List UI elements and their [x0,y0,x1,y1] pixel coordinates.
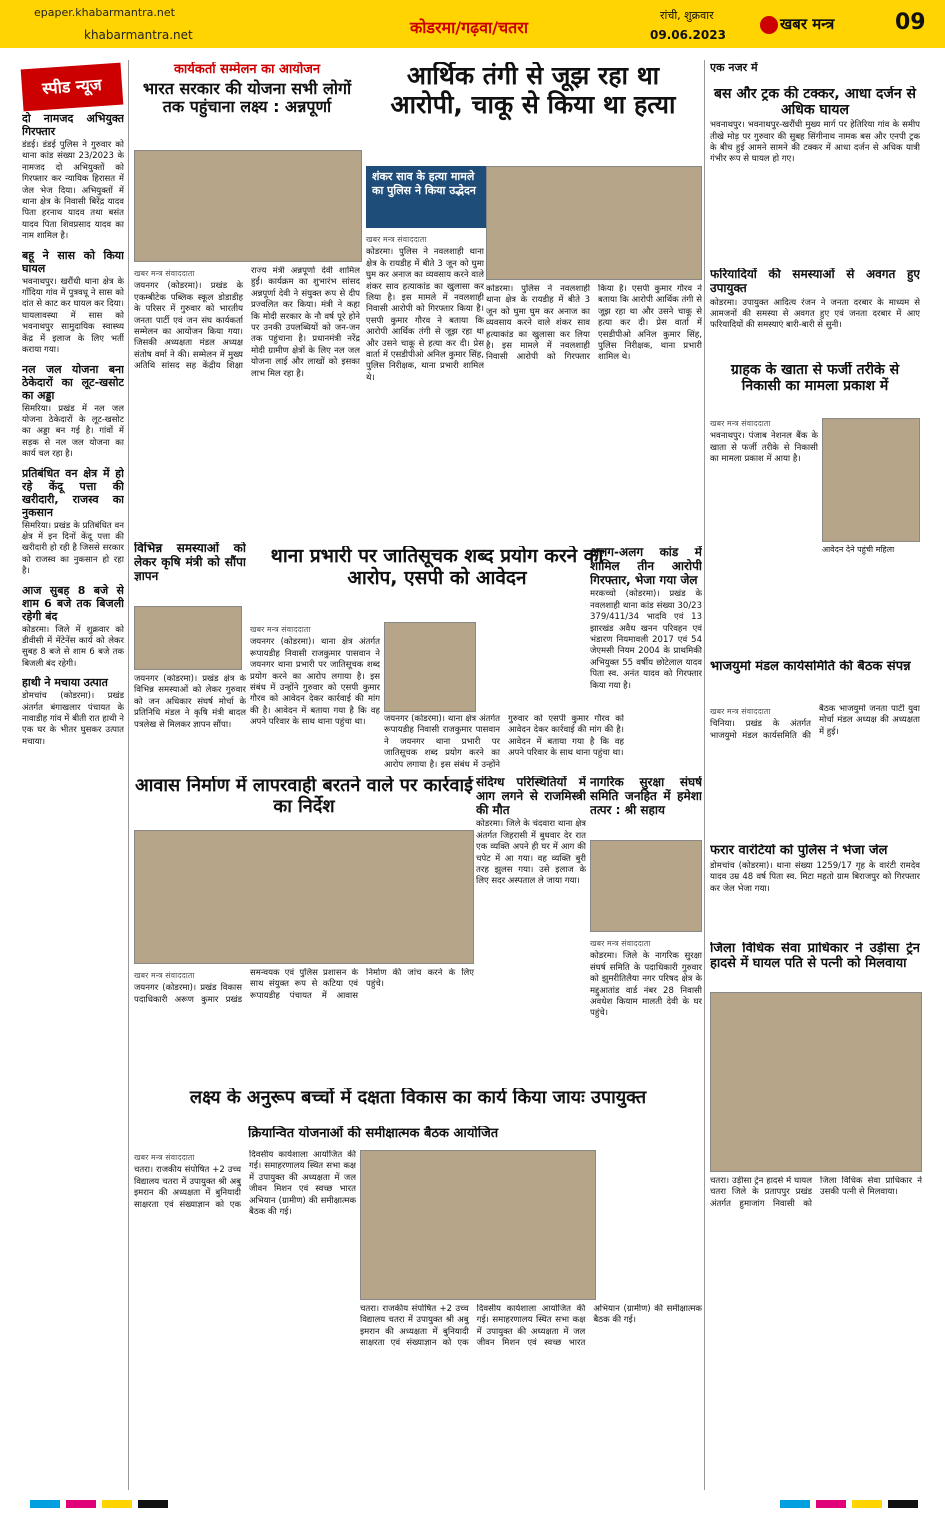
story-headline: फरार वारंटियों को पुलिस ने भेजा जेल [710,844,888,858]
story-kicker: कार्यकर्ता सम्मेलन का आयोजन [173,62,321,77]
brief-body: कोडरमा। जिले में शुक्रवार को डीवीसी में मेंटेनेंस कार्य को लेकर सुबह 8 बजे से शाम 6 बजे तक बिजली बंद रहेगी। [22,624,124,669]
brief-body: भवनाथपुर। खरौंधी थाना क्षेत्र के गाँदिया गांव में पुत्रवधू ने सास को दांत से काट कर घायल कर दिया। घायलावस्था में सास को भवनाथपुर सामुदायिक स्वास्थ्य केंद्र में इलाज के लिए भर्ती कराया गया। [22,276,124,356]
registration-mark [816,1500,846,1508]
brand-logo-icon [760,16,778,34]
brief-body: डोमचांच (कोडरमा)। प्रखंड अंतर्गत बंगाखलार पंचायत के नावाडीह गांव में बीती रात हाथी ने एक घर के भीतर घुसकर उत्पात मचाया। [22,691,124,747]
story-headline: भारत सरकार की योजना सभी लोगों तक पहुंचाना लक्ष्य : अन्नपूर्णा [142,79,352,117]
story-civic-head [590,776,702,836]
story-bjym-body [710,704,920,836]
story-headline: आवास निर्माण में लापरवाही बरतने वाले पर कार्रवाई का निर्देश [134,776,473,817]
story-headline: अलग-अलग कांड में शामिल तीन आरोपी गिरफ्तार, भेजा गया जेल [590,546,702,587]
story-text: कोडरमा। जिले के चंदवारा थाना क्षेत्र अंतर्गत जिहरासी में बुधवार देर रात एक व्यक्ति अपने ही घर में आग की चपेट में आ गया। वह व्यक्ति बुरी तरह झुलस गया। उसे इलाज के लिए सदर अस्पताल ले जाया गया। [476,819,586,887]
registration-mark [138,1500,168,1508]
story-text: चिनिया। प्रखंड के अंतर्गत भाजयुमो मंडल कार्यसमिति की बैठक भाजयुमो जनता पार्टी युवा मोर्चा मंडल अध्यक्ष की अध्यक्षता में हुई। [710,704,920,741]
story-skills-subhead [248,1126,604,1148]
story-grievance [710,268,920,358]
story-text: जयनगर (कोडरमा)। प्रखंड क्षेत्र के विभिन्न समस्याओं को लेकर गुरुवार को जन अधिकार संघर्ष मोर्चा के प्रतिनिधि मंडल ने कृषि मंत्री बादल पत्रलेख से मिलकर ज्ञापन सौंपा। [134,674,246,730]
story-skills-body-b [360,1304,702,1490]
hospital-photo [710,992,922,1172]
story-text: कोडरमा। उपायुक्त आदित्य रंजन ने जनता दरबार के माध्यम से आमजनों की समस्या से अवगत हुए एवं जनता दरबार में आए फरियादियों की समस्याएं बारी-बारी से सुनी। [710,297,920,331]
story-subhead-box [366,166,486,228]
woman-applicant-photo [822,418,920,542]
caption-text: आवेदन देने पहुंची महिला [822,545,895,554]
story-annapurna-body [134,266,360,534]
story-text: जयनगर (कोडरमा)। प्रखंड विकास पदाधिकारी अरूण कुमार प्रखंड समन्वयक एवं पुलिस प्रशासन के साथ संयुक्त रूप से कटिया एवं रूपायडीह पंचायत में आवास निर्माण की जांच करने के लिए पहुंचे। [134,968,474,1005]
story-memo-body [134,674,246,770]
story-text: कोडरमा। पुलिस ने नवलशाही थाना क्षेत्र के रायडीह में बीते 3 जून को घुमा घुम कर अनाज का व्यवसाय करने वाले शंकर साव हत्याकांड का खुलासा कर लिया है। इस मामले में नवलशाही निवासी आरोपी को गिरफ्तार किया है। एसपी कुमार गौरव ने बताया कि आरोपी आर्थिक तंगी से जूझ रहा था और उसने चाकू से हत्या कर दी। प्रेस वार्ता में एसडीपीओ अनिल कुमार सिंह, पुलिस निरीक्षक, थाना प्रभारी शामिल थे। [486,284,702,363]
story-subhead: क्रियान्वित योजनाओं की समीक्षात्मक बैठक आयोजित [248,1126,499,1141]
page-number: 09 [895,10,926,35]
registration-mark [780,1500,810,1508]
story-text: जयनगर (कोडरमा)। प्रखंड के एकम्बीटेक पब्लिक स्कूल डोडाडीह के परिसर में गुरुवार को भारतीय जनता पार्टी एवं जन संघ कार्यकर्ता सम्मेलन का आयोजन किया गया। जिसकी अध्यक्षता मंडल अध्यक्ष संतोष वर्मा ने की। सम्मेलन में मुख्य अतिथि सांसद सह केंद्रीय शिक्षा राज्य मंत्री अन्नपूर्णा देवी शामिल हुईं। कार्यक्रम का शुभारंभ सांसद अन्नपूर्णा देवी ने संयुक्त रूप से दीप प्रज्वलित कर किया। मंत्री ने कहा कि मोदी सरकार के नौ वर्ष पूरे होने पर उनकी उपलब्धियों को जन-जन तक पहुंचाना है। प्रधानमंत्री नरेंद्र मोदी ग्रामीण क्षेत्रों के लिए नल जल योजना लाई और लाखों को इसका लाभ मिल रहा है। [134,266,360,379]
story-arrest [590,546,702,772]
speed-news-column [22,112,124,1487]
brief-body: सिमरिया। प्रखंड के प्रतिबंधित वन क्षेत्र में इन दिनों केंदू पत्ता की खरीदारी हो रही है जिससे सरकार को राजस्व का नुकसान हो रहा है। [22,520,124,577]
brief-title: प्रतिबंधित वन क्षेत्र में हो रहे केंदू पत्ता की खरीदारी, राजस्व का नुकसान [22,466,124,519]
edition-city: रांची, शुक्रवार [660,9,714,22]
story-subhead: शंकर साव के हत्या मामले का पुलिस ने किया उद्भेदन [372,170,476,197]
story-text: मरकच्चो (कोडरमा)। प्रखंड के नवलशाही थाना कांड संख्या 30/23 379/411/34 भादवि एवं 13 झारखंड अवैध खनन परिवहन एवं भंडारण नियमावली 2017 एवं 54 जेएमसी नियम 2004 के प्राथमिकी अभियुक्त 55 वर्षीय छोटेलाल यादव पिता स्व. अनंत यादव को गिरफ्तार किया गया है। [590,589,702,691]
story-train-body [710,1176,922,1490]
story-headline: फरियादियों की समस्याओं से अवगत हुए उपायुक्त [710,268,920,295]
event-photo [134,150,362,262]
story-byline: खबर मन्त्र संवाददाता [134,269,195,278]
story-fraud-body [710,416,818,656]
masthead-bar [0,0,945,48]
story-murder-body-b [486,284,702,532]
story-text: चतरा। उड़ीसा ट्रेन हादसे में घायल चतरा जिले के प्रतापपुर प्रखंड अंतर्गत हुमाजांग निवासी को जिला विधिक सेवा प्राधिकार ने उसकी पत्नी से मिलवाया। [710,1176,922,1209]
civic-meeting-photo [590,840,702,932]
story-text: चतरा। राजकीय संपोषित +2 उच्च विद्यालय चतरा में उपायुक्त श्री अबु इमरान की अध्यक्षता में बुनियादी साक्षरता एवं संख्याज्ञान को एक दिवसीय कार्यशाला आयोजित की गई। समाहरणालय स्थित सभा कक्ष में उपायुक्त की अध्यक्षता में जल जीवन मिशन एवं स्वच्छ भारत अभियान (ग्रामीण) की समीक्षात्मक बैठक की गई। [134,1150,356,1218]
story-murder-head [368,62,698,162]
story-headline: विभिन्न समस्याओं को लेकर कृषि मंत्री को सौंपा ज्ञापन [134,542,246,583]
brief-body: डंडई। डंडई पुलिस ने गुरुवार को थाना कांड संख्या 23/2023 के नामजद दो अभियुक्तों को गिरफ्तार कर न्यायिक हिरासत में जेल भेज दिया। अभियुक्तों में थाना क्षेत्र के निवासी बिरेंद्र यादव पिता हरनाथ यादव तथा बसंत यादव पिता शिवप्रसाद यादव का नाम शामिल है। [22,140,124,242]
column-divider [128,60,129,1490]
story-sc-head [250,546,624,620]
story-text: चतरा। राजकीय संपोषित +2 उच्च विद्यालय चतरा में उपायुक्त श्री अबु इमरान की अध्यक्षता में बुनियादी साक्षरता एवं संख्याज्ञान को एक दिवसीय कार्यशाला आयोजित की गई। समाहरणालय स्थित सभा कक्ष में उपायुक्त की अध्यक्षता में जल जीवन मिशन एवं स्वच्छ भारत अभियान (ग्रामीण) की समीक्षात्मक बैठक की गई। [360,1304,702,1349]
registration-mark [66,1500,96,1508]
story-bus-truck [710,86,920,266]
story-civic-body [590,936,702,1082]
story-byline: खबर मन्त्र संवाददाता [134,1153,195,1162]
registration-mark [102,1500,132,1508]
ek-nazar-kicker [710,62,920,82]
brief-title: बहू ने सास को किया घायल [22,248,124,275]
housing-inspection-photo [134,830,474,964]
story-fraud-head [710,362,920,412]
brief-title: नल जल योजना बना ठेकेदारों का लूट-खसोट का अड्डा [22,362,124,402]
story-text: कोडरमा। पुलिस ने नवलशाही थाना क्षेत्र के रायडीह में बीते 3 जून को घुमा घुम कर अनाज का व्यवसाय करने वाले शंकर साव हत्याकांड का खुलासा कर लिया है। इस मामले में नवलशाही निवासी आरोपी को गिरफ्तार किया है। एसपी कुमार गौरव ने बताया कि आरोपी आर्थिक तंगी से जूझ रहा था और उसने चाकू से हत्या कर दी। प्रेस वार्ता में एसडीपीओ अनिल कुमार सिंह, पुलिस निरीक्षक, थाना प्रभारी शामिल थे। [366,247,484,383]
story-headline: लक्ष्य के अनुरूप बच्चों में दक्षता विकास का कार्य किया जायः उपायुक्त [189,1088,647,1108]
speed-news-tag: स्पीड न्यूज [21,63,124,112]
story-headline: ग्राहक के खाता से फर्जी तरीके से निकासी का मामला प्रकाश में [730,362,900,395]
review-meeting-photo [360,1150,596,1300]
registration-mark [852,1500,882,1508]
story-headline: भाजयुमो मंडल कार्यसमिति की बैठक संपन्न [710,660,911,674]
section-title: कोडरमा/गढ़वा/चतरा [410,18,528,37]
brief-title: आज सुबह 8 बजे से शाम 6 बजे तक बिजली रहेगी बंद [22,583,124,623]
brief-title: हाथी ने मचाया उत्पात [22,676,108,690]
press-conference-photo [486,166,702,280]
story-byline: खबर मन्त्र संवाददाता [134,971,195,980]
story-skills-head [134,1088,702,1124]
story-headline: संदिग्ध परिस्थितियों में आग लगने से राजमिस्त्री की मौत [476,776,586,817]
brief-title: दो नामजद अभियुक्त गिरफ्तार [22,112,124,138]
story-text: डोमचांच (कोडरमा)। थाना संख्या 1259/17 गृह के वारंटी रामदेव यादव उम्र 48 वर्ष पिता स्व. मिटा महतो ग्राम बिराजपुर को गिरफ्तार कर जेल भेजा गया। [710,860,920,894]
photo-caption [822,544,920,558]
complainant-photo [384,622,476,712]
story-headline: थाना प्रभारी पर जातिसूचक शब्द प्रयोग करने का आरोप, एसपी को आवेदन [270,546,604,589]
story-headline: जिला विधिक सेवा प्राधिकार ने उड़ीसा ट्रेन हादसे में घायल पति से पत्नी को मिलवाया [710,942,920,971]
story-text: कोडरमा। जिले के नागरिक सुरक्षा संघर्ष समिति के पदाधिकारी गुरुवार को झुमरीतिलैया नगर परिषद क्षेत्र के मद्दुआतांड वार्ड नंबर 28 निवासी अवधेश कियाम मालती देवी के घर पहुंचे। [590,951,702,1019]
story-skills-body-a [134,1150,356,1490]
registration-mark [888,1500,918,1508]
story-train-head [710,942,920,988]
story-warrantee [710,844,920,936]
story-text: जयनगर (कोडरमा)। थाना क्षेत्र अंतर्गत रूपायडीह निवासी राजकुमार पासवान ने जयनगर थाना प्रभारी पर जातिसूचक शब्द प्रयोग करने का आरोप लगाया है। इस संबंध में उन्होंने गुरुवार को एसपी कुमार गौरव को आवेदन देकर कार्रवाई की मांग की है। आवेदन में बताया गया है कि वह अपने परिवार के साथ थाना पहुंचा था। [384,714,624,770]
story-annapurna-head [134,62,360,148]
story-text: जयनगर (कोडरमा)। थाना क्षेत्र अंतर्गत रूपायडीह निवासी राजकुमार पासवान ने जयनगर थाना प्रभारी पर जातिसूचक शब्द प्रयोग करने का आरोप लगाया है। इस संबंध में उन्होंने गुरुवार को एसपी कुमार गौरव को आवेदन देकर कार्रवाई की मांग की है। आवेदन में बताया गया है कि वह अपने परिवार के साथ थाना पहुंचा था। [250,637,380,728]
story-bjym-head [710,660,920,700]
section-kicker: एक नजर में [710,62,758,74]
story-byline: खबर मन्त्र संवाददाता [250,625,311,634]
site-url[interactable]: khabarmantra.net [84,28,193,42]
story-headline: बस और ट्रक की टक्कर, आधा दर्जन से अधिक घायल [714,86,916,119]
story-sc-body-b [384,714,624,772]
story-byline: खबर मन्त्र संवाददाता [590,939,651,948]
story-housing-head [134,776,474,824]
memo-photo [134,606,242,670]
story-headline: आर्थिक तंगी से जूझ रहा था आरोपी, चाकू से किया था हत्या [390,62,676,119]
story-headline: नागरिक सुरक्षा संघर्ष समिति जनहित में हमेशा तत्पर : श्री सहाय [590,776,702,817]
epaper-url[interactable]: epaper.khabarmantra.net [34,6,175,19]
story-byline: खबर मन्त्र संवाददाता [366,235,427,244]
story-text: भवनाथपुर। पंजाब नेशनल बैंक के खाता से फर्जी तरीके से निकासी का मामला प्रकाश में आया है। [710,431,818,465]
story-text: भवनाथपुर। भवनाथपुर-खरौंधी मुख्य मार्ग पर हेतिरिया गांव के समीप तीखे मोड़ पर गुरुवार की सुबह सिंगीनाथ नामक बस और एनपी ट्रक के बीच हुई आमने सामने की टक्कर में आधा दर्जन से अधिक यात्री गंभीर रूप से घायल हो गए। [710,120,920,165]
story-byline: खबर मन्त्र संवाददाता [710,419,771,428]
story-byline: खबर मन्त्र संवाददाता [710,707,771,716]
story-fire [476,776,586,1082]
column-divider [704,60,705,1490]
brand-name: खबर मन्त्र [780,15,835,33]
story-sc-body-a [250,622,380,772]
brief-body: सिमरिया। प्रखंड में नल जल योजना ठेकेदारों के लूट-खसोट का अड्डा बन गई है। गांवों में सड़क से नल जल योजना का कार्य चल रहा है। [22,403,124,460]
story-housing-body [134,968,474,1080]
edition-date: 09.06.2023 [650,28,726,42]
story-memo-head [134,542,246,606]
registration-mark [30,1500,60,1508]
story-murder-body-a [366,232,484,532]
